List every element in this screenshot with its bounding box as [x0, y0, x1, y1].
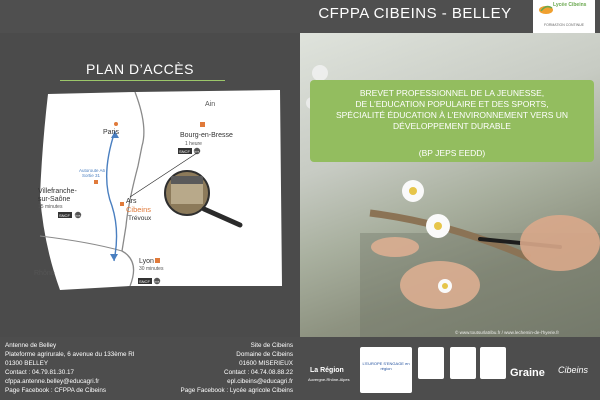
course-acronym: (BP JEPS EEDD)	[418, 148, 486, 158]
label-ville1: Villefranche-	[38, 188, 77, 195]
partner-logos	[300, 345, 600, 400]
photo-background	[300, 33, 600, 337]
cibeins-facebook[interactable]: Page Facebook : Lycée agricole Cibeins	[180, 387, 293, 394]
cibeins-line: 01600 MISERIEUX	[239, 360, 293, 367]
sncf-text-lyon: SNCF	[139, 279, 150, 284]
contact-cibeins	[165, 341, 293, 395]
hands-and-twig-illustration	[300, 33, 600, 337]
sncf-text-bourg: SNCF	[179, 149, 190, 154]
bourg-marker	[200, 122, 205, 127]
eco-label-logo	[418, 347, 444, 379]
label-rhone: Rhône	[34, 270, 55, 277]
sncf-text-ville: SNCF	[59, 213, 70, 218]
leaf-logo-icon	[538, 3, 554, 15]
europe-logo-text: L'EUROPE S'ENGAGE en région	[362, 361, 410, 371]
cibeins-line: Domaine de Cibeins	[236, 351, 293, 358]
label-ville2: sur-Saône	[38, 196, 71, 203]
lyon-marker	[155, 258, 160, 263]
villefranche-marker	[94, 180, 98, 184]
label-ain: Ain	[205, 101, 216, 108]
paris-marker	[114, 122, 118, 126]
label-ars: Ars	[126, 198, 137, 205]
bus-text-lyon: bus	[154, 279, 160, 284]
belley-line: 01300 BELLEY	[5, 360, 49, 367]
label-cibeins: Cibeins	[126, 205, 152, 214]
label-paris: Paris	[103, 129, 119, 136]
label-bourg: Bourg-en-Bresse	[180, 132, 233, 139]
course-title-line: DÉVELOPPEMENT DURABLE	[393, 121, 511, 131]
label-lyon: Lyon	[139, 258, 154, 265]
belley-email[interactable]: cfppa.antenne.belley@educagri.fr	[5, 378, 100, 385]
page-title: CFPPA CIBEINS - BELLEY	[318, 5, 512, 22]
label-sortie: Sortie 31	[82, 173, 101, 178]
chateau-roof	[171, 176, 203, 184]
label-trevoux: Trévoux	[128, 215, 152, 222]
cibeins-footer-logo: Cibeins	[558, 365, 589, 375]
photo-credit: © www.toutsurlatribu.fr / www.lechemin-de-l'hyerie.fr	[455, 330, 559, 335]
h-label-logo	[450, 347, 476, 379]
title-underline	[60, 80, 225, 81]
label-ville-time: 15 minutes	[38, 204, 63, 210]
belley-facebook[interactable]: Page Facebook : CFPPA de Cibeins	[5, 387, 107, 394]
ministry-logo	[480, 347, 506, 379]
cibeins-email[interactable]: epl.cibeins@educagri.fr	[227, 378, 293, 385]
label-autoroute: Autoroute A6	[79, 168, 106, 173]
access-map	[30, 86, 290, 318]
course-title-line: BREVET PROFESSIONNEL DE LA JEUNESSE,	[359, 88, 545, 98]
graine-logo: Graine	[510, 367, 545, 379]
chateau-photo	[171, 182, 203, 204]
bus-text-ville: bus	[75, 213, 81, 218]
plan-title: PLAN D’ACCÈS	[86, 61, 194, 77]
cibeins-line: Site de Cibeins	[250, 342, 293, 349]
course-title-line: SPÉCIALITÉ ÉDUCATION À L’ENVIRONNEMENT VERS UN	[335, 110, 569, 120]
label-bourg-time: 1 heure	[185, 141, 202, 147]
ars-marker	[120, 202, 124, 206]
label-lyon-time: 30 minutes	[139, 266, 164, 272]
region-logo-subtitle: Auvergne-Rhône-Alpes	[308, 377, 350, 382]
belley-phone: Contact : 04.79.81.30.17	[5, 369, 74, 376]
logo-text: Lycée Cibeins	[553, 2, 587, 8]
europe-logo	[360, 347, 412, 393]
logo-caption: FORMATION CONTINUE	[544, 23, 584, 27]
bus-text-bourg: bus	[194, 149, 200, 154]
cibeins-phone: Contact : 04.74.08.88.22	[224, 369, 293, 376]
region-logo: La Région	[310, 367, 344, 374]
belley-line: Plateforme agrirurale, 6 avenue du 133ème RI	[5, 351, 135, 358]
belley-line: Antenne de Belley	[5, 342, 57, 349]
course-title	[314, 88, 590, 132]
course-title-line: DE L’EDUCATION POPULAIRE ET DES SPORTS,	[355, 99, 549, 109]
